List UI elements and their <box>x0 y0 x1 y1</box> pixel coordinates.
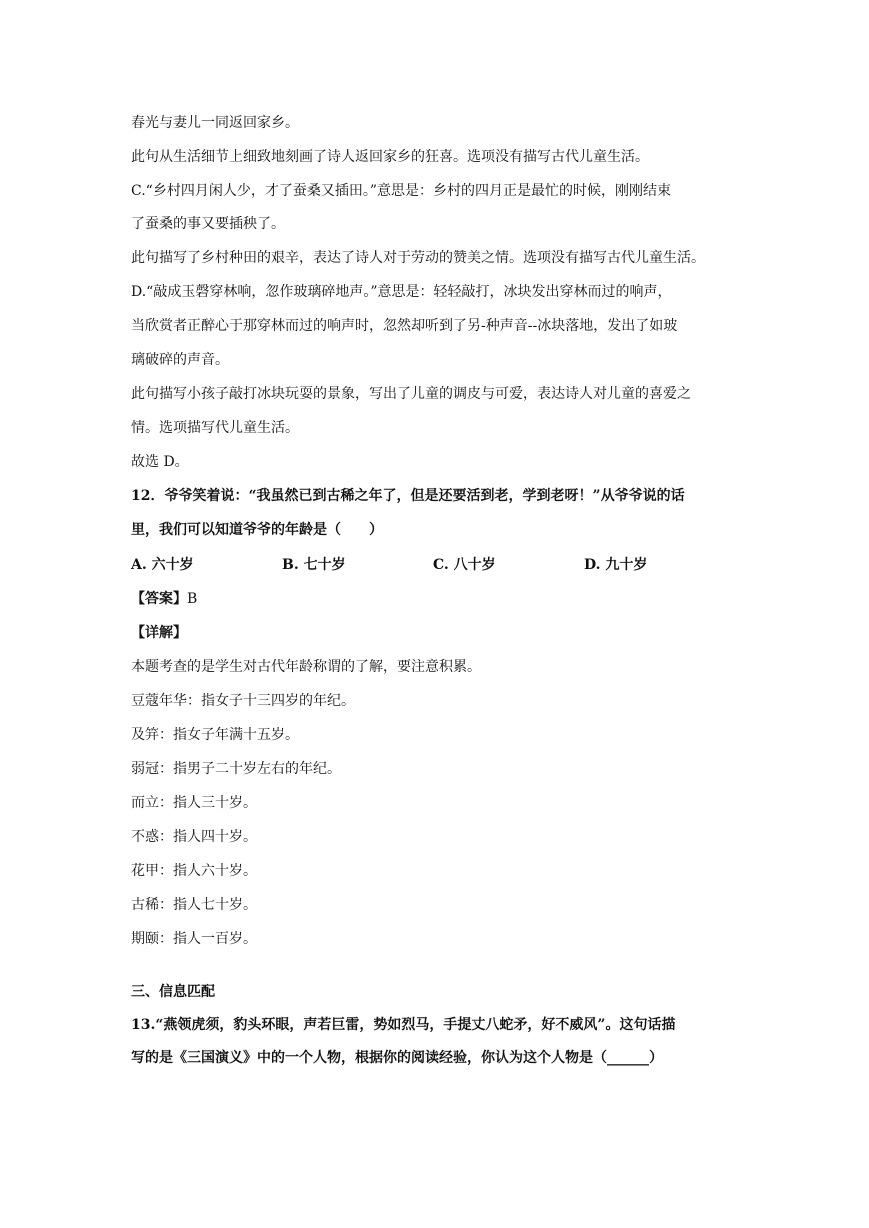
explanation-line: 璃破碎的声音。 <box>131 352 229 368</box>
explanation-line: 故选 D。 <box>131 454 189 470</box>
option-b: B. 七十岁 <box>282 557 346 573</box>
detail-line: 本题考查的是学生对古代年龄称谓的了解，要注意积累。 <box>131 659 481 675</box>
question-12-text: 里，我们可以知道爷爷的年龄是（ ） <box>131 522 383 538</box>
section-heading: 三、信息匹配 <box>131 984 215 1000</box>
detail-line: 及笄：指女子年满十五岁。 <box>131 727 299 743</box>
question-12-text: 12．爷爷笑着说：“我虽然已到古稀之年了，但是还要活到老，学到老呀！”从爷爷说的话 <box>131 488 685 504</box>
explanation-line: 当欣赏者正醉心于那穿林而过的响声时，忽然却听到了另-种声音--冰块落地，发出了如玻 <box>131 318 678 334</box>
detail-line: 不惑：指人四十岁。 <box>131 829 257 845</box>
detail-line: 而立：指人三十岁。 <box>131 795 257 811</box>
detail-label: 【详解】 <box>131 625 187 641</box>
detail-line: 古稀：指人七十岁。 <box>131 897 257 913</box>
explanation-line: 此句描写小孩子敲打冰块玩耍的景象，写出了儿童的调皮与可爱，表达诗人对儿童的喜爱之 <box>131 386 691 402</box>
detail-line: 期颐：指人一百岁。 <box>131 931 257 947</box>
explanation-line: D.“敲成玉磬穿林响，忽作玻璃碎地声。”意思是：轻轻敲打，冰块发出穿林而过的响声， <box>131 284 672 300</box>
option-c: C. 八十岁 <box>433 557 496 573</box>
answer-value: B <box>187 591 198 607</box>
explanation-line: 此句描写了乡村种田的艰辛，表达了诗人对于劳动的赞美之情。选项没有描写古代儿童生活。 <box>131 250 705 266</box>
detail-line: 豆蔻年华：指女子十三四岁的年纪。 <box>131 693 355 709</box>
explanation-line: 春光与妻儿一同返回家乡。 <box>131 115 299 131</box>
explanation-line: 此句从生活细节上细致地刻画了诗人返回家乡的狂喜。选项没有描写古代儿童生活。 <box>131 149 649 165</box>
detail-line: 弱冠：指男子二十岁左右的年纪。 <box>131 761 341 777</box>
answer-label: 【答案】 <box>131 591 187 607</box>
option-a: A. 六十岁 <box>131 557 194 573</box>
option-d: D. 九十岁 <box>584 557 648 573</box>
detail-line: 花甲：指人六十岁。 <box>131 863 257 879</box>
explanation-line: 了蚕桑的事又要插秧了。 <box>131 216 285 232</box>
question-13-text: 写的是《三国演义》中的一个人物，根据你的阅读经验，你认为这个人物是（______） <box>131 1050 663 1066</box>
question-13-text: 13.“燕领虎须，豹头环眼，声若巨雷，势如烈马，手提丈八蛇矛，好不威风”。这句话描 <box>131 1017 676 1033</box>
explanation-line: 情。选项描写代儿童生活。 <box>131 420 299 436</box>
explanation-line: C.“乡村四月闲人少，才了蚕桑又插田。”意思是：乡村的四月正是最忙的时候，刚刚结束 <box>131 183 671 199</box>
answer-row <box>131 589 751 609</box>
